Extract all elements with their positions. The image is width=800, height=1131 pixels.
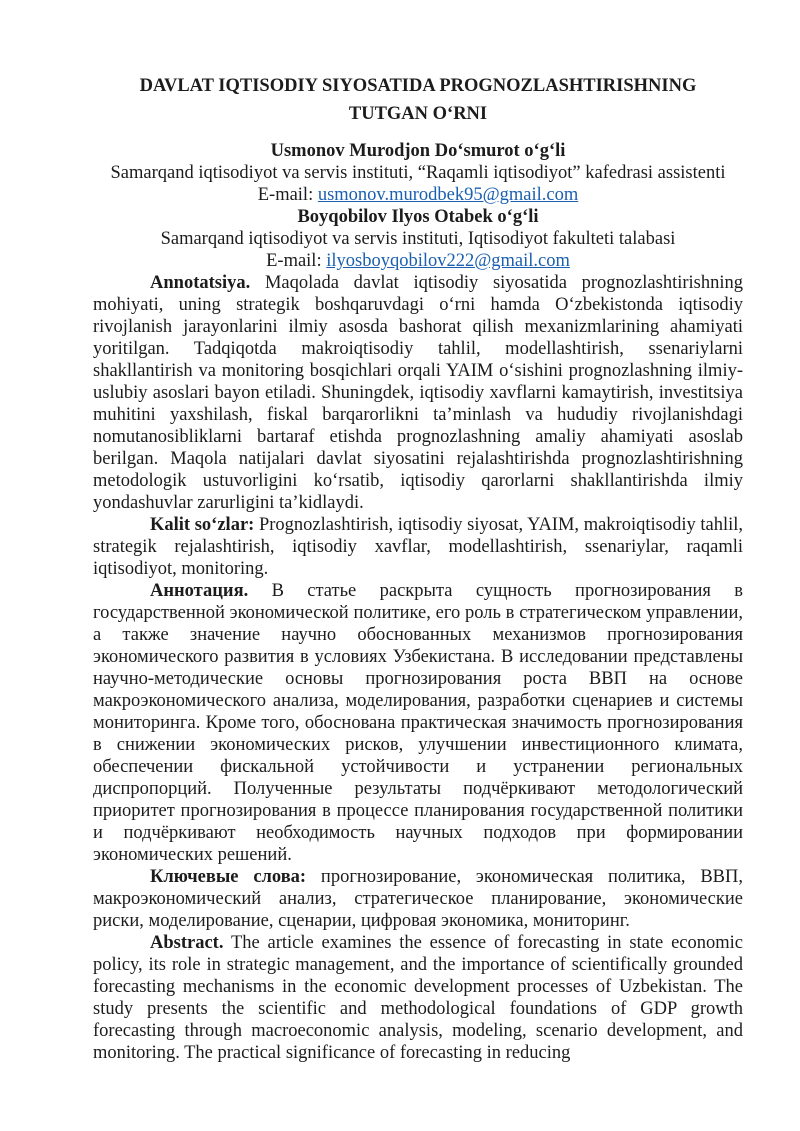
page-title <box>93 72 743 128</box>
author-2-email-line <box>93 250 743 272</box>
author-1-email-label: E-mail: <box>257 185 314 205</box>
paragraph-keywords-ru-lead: Ключевые слова: <box>150 867 307 887</box>
author-1-name: Usmonov Murodjon Do‘smurot o‘g‘li <box>270 141 566 161</box>
paragraph-annotatsiya <box>93 272 743 514</box>
author-2-affiliation: Samarqand iqtisodiyot va servis instituti, Iqtisodiyot fakulteti talabasi <box>160 229 676 249</box>
paragraph-abstract-en <box>93 932 743 1064</box>
author-2-email-label: E-mail: <box>266 251 322 271</box>
paragraph-annotatsiya-ru-lead: Аннотация. <box>150 581 249 601</box>
authors-block <box>93 140 743 272</box>
paragraph-kalit-sozlar <box>93 514 743 580</box>
paragraph-keywords-ru <box>93 866 743 932</box>
page-title-line-2: TUTGAN O‘RNI <box>348 104 488 124</box>
paragraph-annotatsiya-ru-text: В статье раскрыта сущность прогнозирования в государственной экономической политике, его роль в стратегическом управлении, а также значение научно обоснованных механизмов прогнозирования экономического развития в условиях Узбекистана. В исследовании представлены научно-методические основы прогнозирования роста ВВП на основе макроэкономического анализа, моделирования, разработки сценариев и системы мониторинга. Кроме того, обоснована практическая значимость прогнозирования в снижении экономических рисков, улучшении инвестиционного климата, обеспечении фискальной устойчивости и устранении региональных диспропорций. Полученные результаты подчёркивают методологический приоритет прогнозирования в процессе планирования государственной политики и подчёркивают необходимость научных подходов при формировании экономических решений. <box>93 581 744 865</box>
author-2-name: Boyqobilov Ilyos Otabek o‘g‘li <box>297 207 539 227</box>
paragraph-keywords-ru-text: прогнозирование, экономическая политика, ВВП, макроэкономический анализ, стратегическое планирование, экономические риски, моделирование, сценарии, цифровая экономика, мониторинг. <box>93 867 744 931</box>
author-1-email-line <box>93 184 743 206</box>
paragraph-abstract-en-text: The article examines the essence of forecasting in state economic policy, its role in strategic management, and the importance of scientifically grounded forecasting mechanisms in the economic development processes of Uzbekistan. The study presents the scientific and methodological foundations of GDP growth forecasting through macroeconomic analysis, modeling, scenario development, and monitoring. The practical significance of forecasting in reducing <box>93 933 743 1063</box>
author-2-email-link[interactable]: ilyosboyqobilov222@gmail.com <box>326 251 570 271</box>
paragraph-annotatsiya-text: Maqolada davlat iqtisodiy siyosatida prognozlashtirishning mohiyati, uning strategik boshqaruvdagi o‘rni hamda O‘zbekistonda iqtisodiy rivojlanish jarayonlarini ilmiy asosda bashorat qilish mexanizmlarining ahamiyati yoritilgan. Tadqiqotda makroiqtisodiy tahlil, modellashtirish, ssenariylarni shakllantirish va monitoring bosqichlari orqali YAIM o‘sishini prognozlashning ilmiy-uslubiy asoslari bayon etiladi. Shuningdek, iqtisodiy xavflarni kamaytirish, investitsiya muhitini yaxshilash, fiskal barqarorlikni ta’minlash va hududiy rivojlanishdagi nomutanosibliklarni bartaraf etishda prognozlashning amaliy ahamiyati asoslab berilgan. Maqola natijalari davlat siyosatini rejalashtirishda prognozlashtirishning metodologik ustuvorligini ko‘rsatib, iqtisodiy qarorlarni shakllantirishda ilmiy yondashuvlar zarurligini ta’kidlaydi. <box>93 273 743 513</box>
author-1-email-link[interactable]: usmonov.murodbek95@gmail.com <box>317 185 579 205</box>
page-title-line-1: DAVLAT IQTISODIY SIYOSATIDA PROGNOZLASHTIRISHNING <box>139 76 697 96</box>
paragraph-kalit-sozlar-text: Prognozlashtirish, iqtisodiy siyosat, YAIM, makroiqtisodiy tahlil, strategik rejalashtirish, iqtisodiy xavflar, modellashtirish, ssenariylar, raqamli iqtisodiyot, monitoring. <box>93 515 744 579</box>
paragraph-annotatsiya-lead: Annotatsiya. <box>150 273 251 293</box>
paragraph-abstract-en-lead: Abstract. <box>150 933 224 953</box>
paragraph-annotatsiya-ru <box>93 580 743 866</box>
author-1-affiliation: Samarqand iqtisodiyot va servis instituti, “Raqamli iqtisodiyot” kafedrasi assistenti <box>110 163 726 183</box>
paragraph-kalit-sozlar-lead: Kalit so‘zlar: <box>150 515 255 535</box>
